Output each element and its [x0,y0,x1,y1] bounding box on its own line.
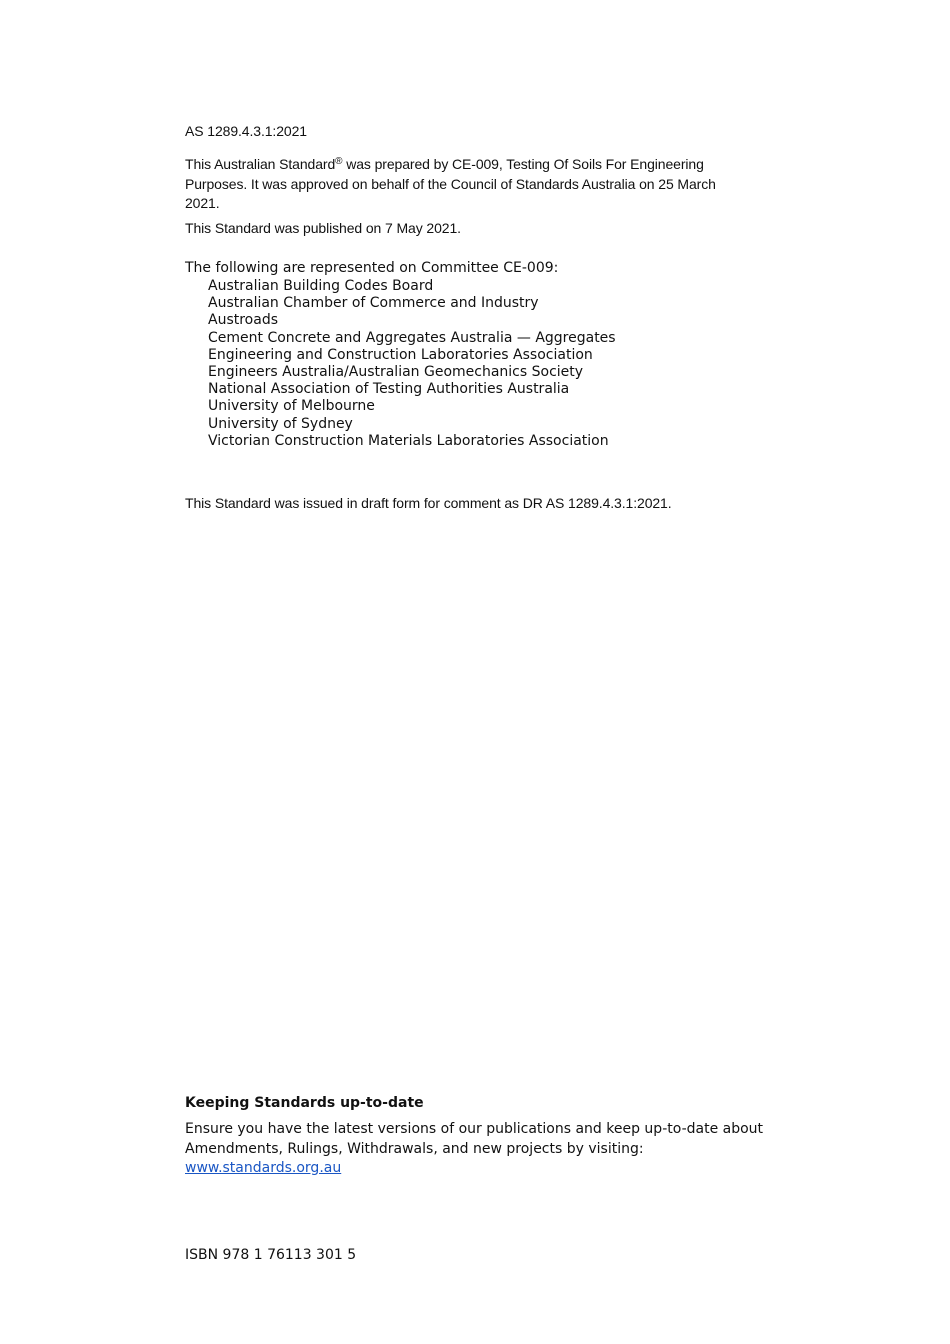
standard-identifier: AS 1289.4.3.1:2021 [185,123,307,139]
committee-member-list [185,278,785,450]
keeping-body [185,1120,785,1179]
committee-intro: The following are represented on Committee CE-009: [185,260,559,276]
keeping-up-to-date-section [185,1094,785,1179]
publication-date-note: This Standard was published on 7 May 2021. [185,220,461,236]
committee-member: Austroads [208,312,279,329]
preparation-text-start: This Australian Standard [185,156,336,172]
keeping-heading: Keeping Standards up-to-date [185,1095,424,1111]
preparation-paragraph [185,155,745,214]
committee-section [185,259,785,450]
preparation-text-end: was prepared by CE-009, Testing Of Soils For Engineering Purposes. It was approved on behalf of the Council of Standards Australia on 25 March 2021. [185,156,716,211]
committee-member: Victorian Construction Materials Laboratories Association [208,432,609,449]
committee-member: Engineers Australia/Australian Geomechanics Society [208,364,584,381]
committee-member: Australian Chamber of Commerce and Industry [208,295,539,312]
committee-member: National Association of Testing Authorities Australia [208,381,570,398]
keeping-body-text: Ensure you have the latest versions of our publications and keep up-to-date about Amendments, Rulings, Withdrawals, and new projects by visiting: [185,1121,764,1157]
committee-member: Engineering and Construction Laboratories Association [208,346,593,363]
draft-notice: This Standard was issued in draft form for comment as DR AS 1289.4.3.1:2021. [185,495,672,511]
committee-member: University of Sydney [208,415,353,432]
registered-mark: ® [335,156,343,167]
committee-member: University of Melbourne [208,398,375,415]
committee-member: Cement Concrete and Aggregates Australia — Aggregates [208,329,616,346]
isbn: ISBN 978 1 76113 301 5 [185,1247,357,1263]
standards-website-link[interactable]: www.standards.org.au [185,1160,342,1176]
committee-member: Australian Building Codes Board [208,278,434,294]
